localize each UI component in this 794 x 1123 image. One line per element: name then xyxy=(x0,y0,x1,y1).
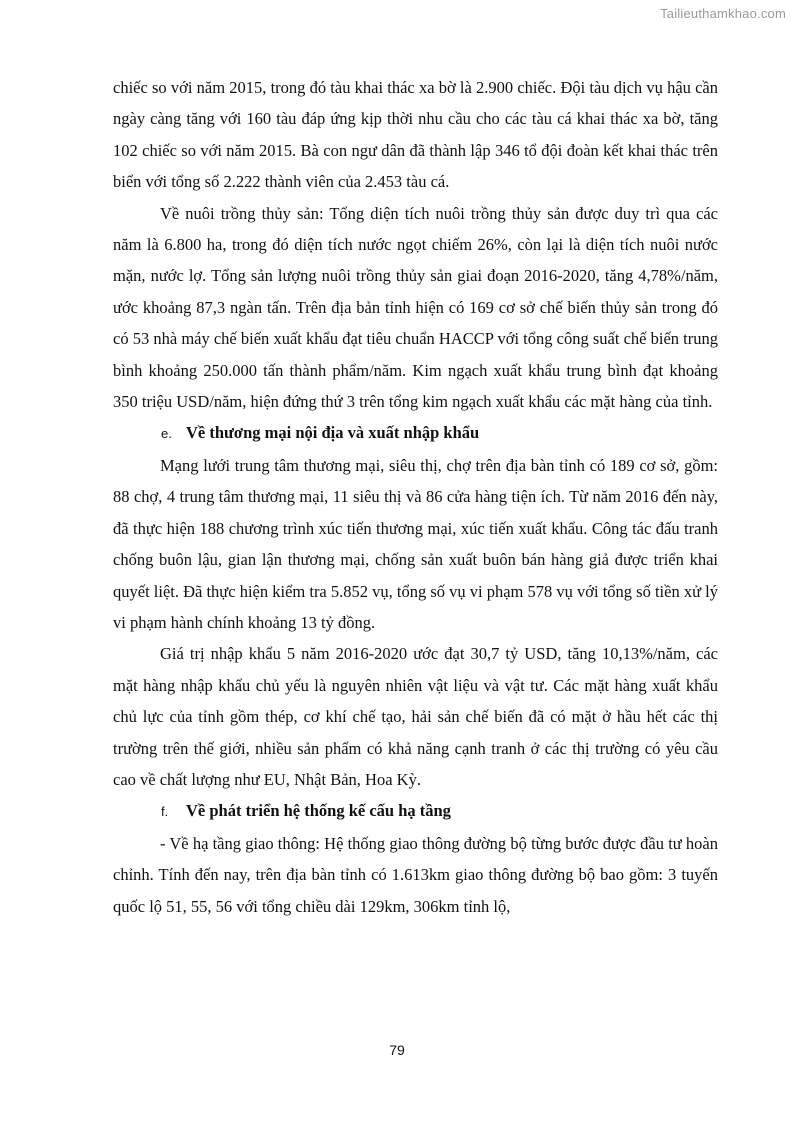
section-title-infrastructure: Về phát triển hệ thống kế cấu hạ tầng xyxy=(186,801,451,821)
page-number: 79 xyxy=(389,1042,405,1058)
paragraph-domestic-trade: Mạng lưới trung tâm thương mại, siêu thị, chợ trên địa bàn tỉnh có 189 cơ sở, gồm: 88 chợ, 4 trung tâm thương mại, 11 siêu thị và 86 cửa hàng tiện ích. Từ năm 2016 đến này, đã thực hiện 188 chương trình xúc tiến thương mại, xúc tiến xuất khẩu. Công tác đấu tranh chống buôn lậu, gian lận thương mại, chống sản xuất buôn bán hàng giả được triển khai quyết liệt. Đã thực hiện kiểm tra 5.852 vụ, tổng số vụ vi phạm 578 vụ với tổng số tiền xử lý vi phạm hành chính khoảng 13 tỷ đồng. xyxy=(113,455,718,632)
watermark: Tailieuthamkhao.com xyxy=(660,6,786,21)
section-marker-f: f. xyxy=(161,804,169,820)
section-marker-e: e. xyxy=(161,426,172,442)
paragraph-aquaculture: Về nuôi trồng thủy sản: Tổng diện tích nuôi trồng thủy sản được duy trì qua các năm là 6.800 ha, trong đó diện tích nước ngọt chiếm 26%, còn lại là diện tích nuôi nước mặn, nước lợ. Tổng sản lượng nuôi trồng thủy sản giai đoạn 2016-2020, tăng 4,78%/năm, ước khoảng 87,3 ngàn tấn. Trên địa bản tỉnh hiện có 169 cơ sở chế biến thủy sản trong đó có 53 nhà máy chế biến xuất khẩu đạt tiêu chuẩn HACCP với tổng công suất chế biến trung bình khoảng 250.000 tấn thành phẩm/năm. Kim ngạch xuất khẩu trung bình đạt khoảng 350 triệu USD/năm, hiện đứng thứ 3 trên tổng kim ngạch xuất khẩu các mặt hàng của tỉnh. xyxy=(113,203,718,412)
paragraph-transport: - Về hạ tầng giao thông: Hệ thống giao thông đường bộ từng bước được đầu tư hoàn chỉnh. Tính đến nay, trên địa bàn tỉnh có 1.613km giao thông đường bộ bao gồm: 3 tuyến quốc lộ 51, 55, 56 với tổng chiều dài 129km, 306km tỉnh lộ, xyxy=(113,833,718,916)
section-title-trade: Về thương mại nội địa và xuất nhập khẩu xyxy=(186,423,480,443)
section-heading-trade xyxy=(113,417,718,449)
section-heading-infrastructure xyxy=(113,795,718,827)
paragraph-fleet: chiếc so với năm 2015, trong đó tàu khai thác xa bờ là 2.900 chiếc. Đội tàu dịch vụ hậu cần ngày càng tăng với 160 tàu đáp ứng kịp thời nhu cầu cho các tàu cá khai thác xa bờ, tăng 102 chiếc so với năm 2015. Bà con ngư dân đã thành lập 346 tổ đội đoàn kết khai thác trên biển với tổng số 2.222 thành viên của 2.453 tàu cá. xyxy=(113,78,718,192)
paragraph-import-export: Giá trị nhập khẩu 5 năm 2016-2020 ước đạt 30,7 tỷ USD, tăng 10,13%/năm, các mặt hàng nhập khẩu chủ yếu là nguyên nhiên vật liệu và vật tư. Các mặt hàng xuất khẩu chủ lực của tỉnh gồm thép, cơ khí chế tạo, hải sản chế biến đã có mặt ở hầu hết các thị trường trên thế giới, nhiều sản phẩm có khả năng cạnh tranh ở các thị trường có yêu cầu cao về chất lượng như EU, Nhật Bản, Hoa Kỳ. xyxy=(113,644,718,789)
document-body xyxy=(113,72,718,922)
